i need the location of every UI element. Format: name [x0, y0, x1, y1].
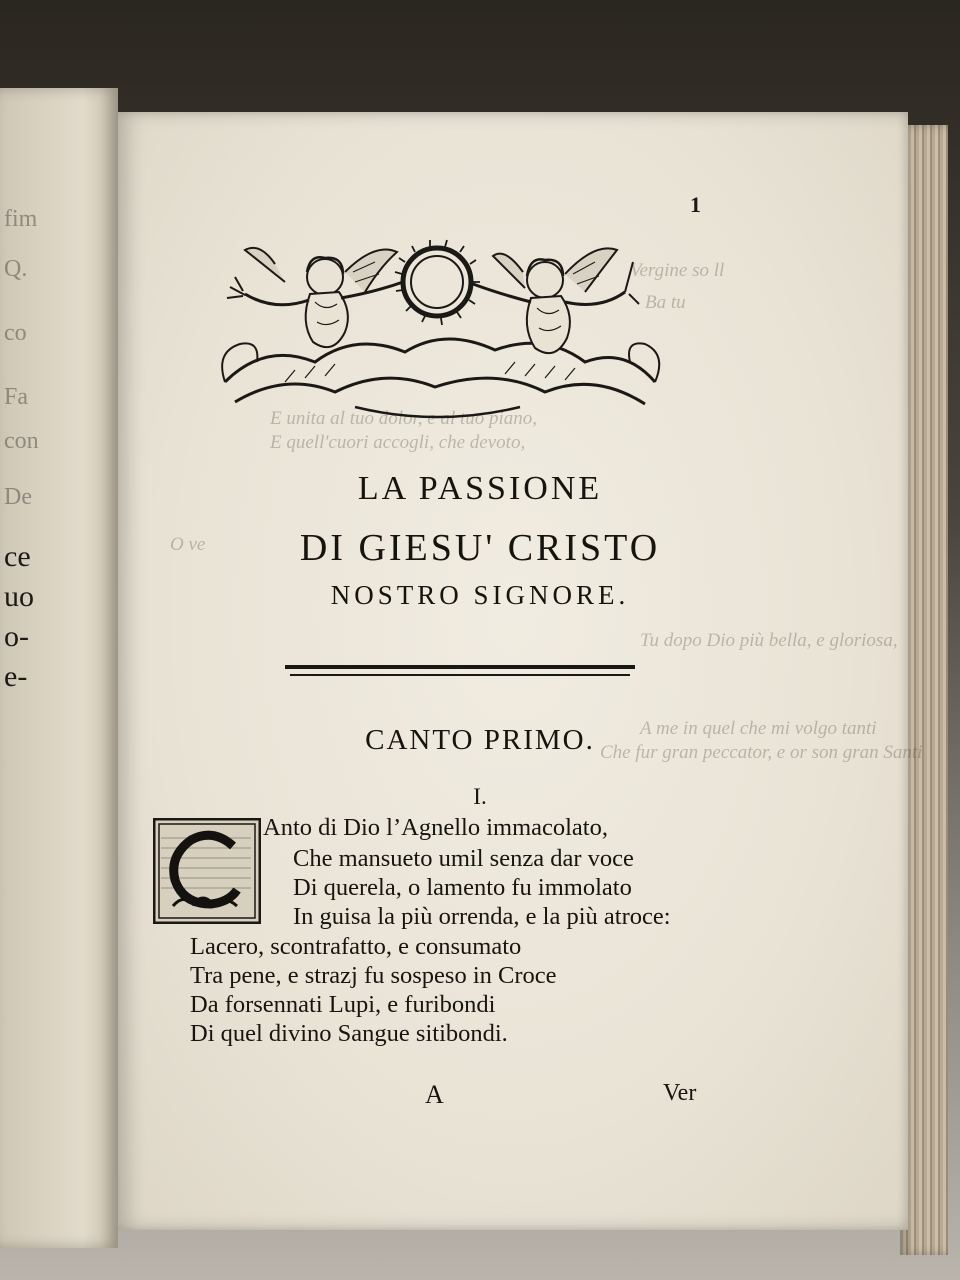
previous-page-line: o-	[4, 620, 29, 653]
verse-line: Anto di Dio l’Agnello immacolato,	[263, 814, 608, 841]
page-number: 1	[690, 192, 701, 217]
bleed-through-line: Tu dopo Dio più bella, e gloriosa,	[640, 630, 898, 651]
previous-page-ghost-line: Q.	[4, 256, 28, 282]
previous-page-ghost-line: Fa	[4, 384, 28, 410]
double-rule-thin	[290, 674, 630, 676]
bleed-through-line: O ve	[170, 534, 206, 555]
previous-page-line: ce	[4, 540, 31, 573]
verse-line: Di querela, o lamento fu immolato	[293, 874, 632, 901]
cherubs-vignette-icon	[205, 232, 670, 427]
previous-page-line: e-	[4, 660, 28, 693]
previous-page-ghost-line: con	[4, 428, 39, 454]
bleed-through-line: Vergine so ll	[630, 260, 725, 281]
bleed-through-line: E quell'cuori accogli, che devoto,	[270, 432, 526, 453]
previous-page-ghost-line: De	[4, 484, 32, 510]
bleed-through-line: A me in quel che mi volgo tanti	[640, 718, 877, 739]
verse-line: Lacero, scontrafatto, e consumato	[190, 933, 522, 960]
verse-line: Da forsennati Lupi, e furibondi	[190, 991, 496, 1018]
bleed-through-line: E unita al tuo dolor, e al tuo piano,	[270, 408, 538, 429]
previous-page-line: uo	[4, 580, 34, 613]
title-line-1: LA PASSIONE	[357, 470, 603, 507]
previous-page-ghost-line: fim	[4, 206, 38, 232]
bleed-through-line: Che fur gran peccator, e or son gran Santi	[600, 742, 923, 763]
title-line-2: DI GIESU' CRISTO	[299, 527, 661, 569]
bleed-through-line: Ba tu	[645, 292, 686, 313]
verse-line: Tra pene, e strazj fu sospeso in Croce	[190, 962, 557, 989]
previous-page-ghost-line: co	[4, 320, 27, 346]
verse-line: In guisa la più orrenda, e la più atroce:	[293, 903, 671, 930]
verse-line: Di quel divino Sangue sitibondi.	[190, 1020, 508, 1047]
canto-heading: CANTO PRIMO.	[365, 724, 595, 756]
stanza-number: I.	[473, 784, 487, 809]
verse-line: Che mansueto umil senza dar voce	[293, 845, 634, 872]
decorated-initial-c-icon	[153, 818, 261, 924]
double-rule-thick	[285, 665, 635, 669]
catchword: Ver	[663, 1080, 697, 1106]
previous-page	[0, 88, 118, 1248]
signature-mark: A	[425, 1080, 444, 1109]
title-line-3: NOSTRO SIGNORE.	[330, 580, 630, 610]
